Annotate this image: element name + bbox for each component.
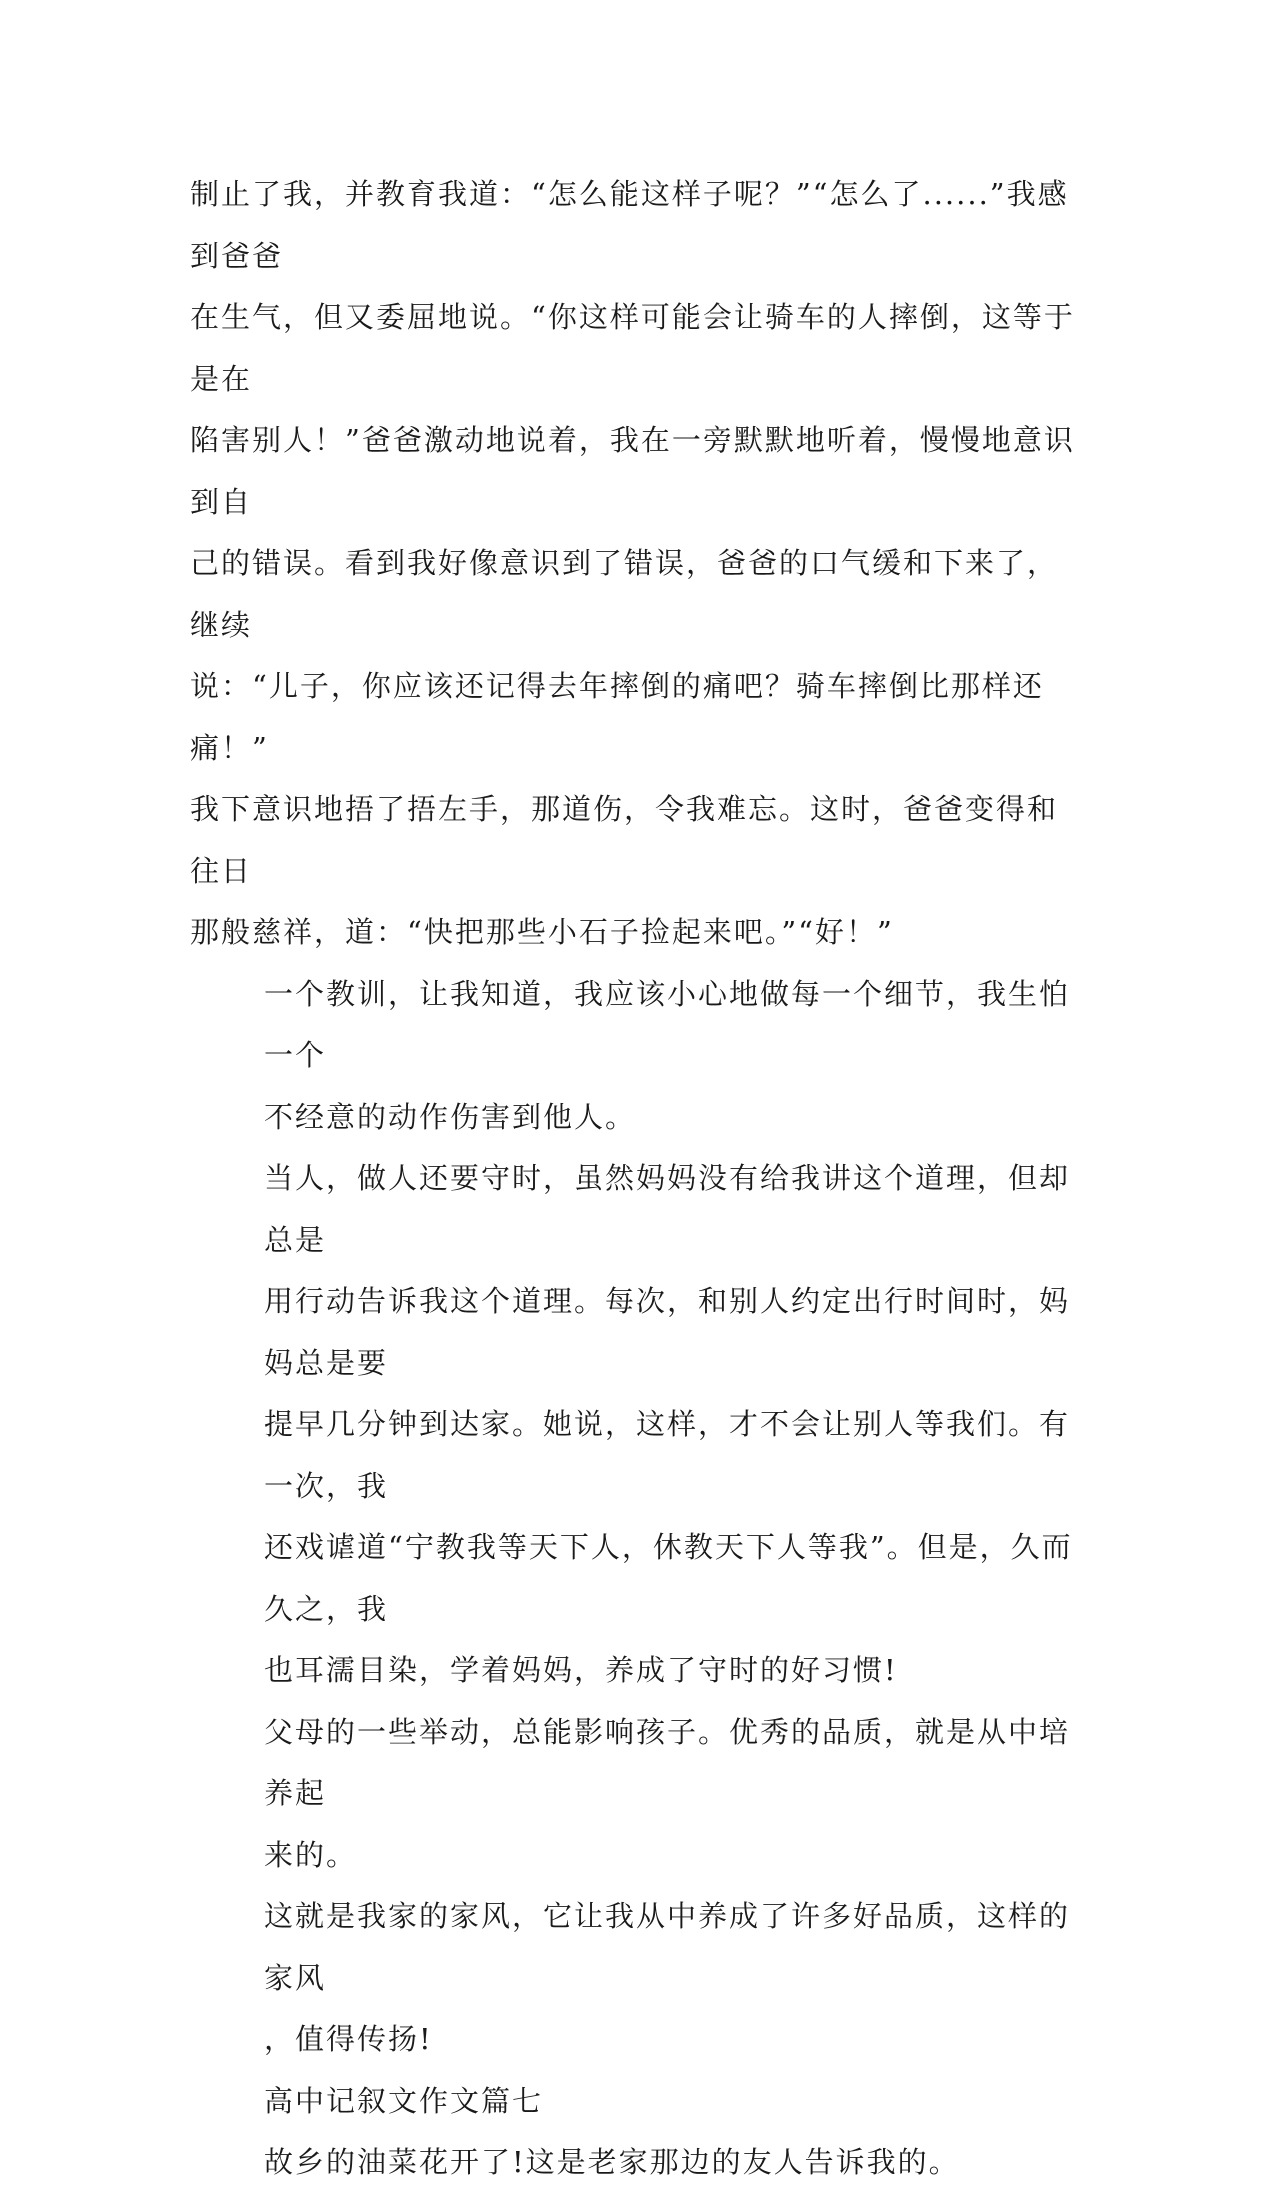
- paragraph-family-tradition: 这就是我家的家风，它让我从中养成了许多好品质，这样的家风 ，值得传扬!: [264, 1899, 1071, 2056]
- paragraph-lesson: 一个教训，让我知道，我应该小心地做每一个细节，我生怕一个 不经意的动作伤害到他人。: [264, 976, 1071, 1134]
- paragraph-hometown: 故乡的油菜花开了!这是老家那边的友人告诉我的。: [264, 2145, 960, 2179]
- paragraph-parents-influence: 父母的一些举动，总能影响孩子。优秀的品质，就是从中培养起 来的。: [264, 1714, 1071, 1872]
- body-text: [190, 164, 1080, 2194]
- paragraph-story-continuation: 制止了我，并教育我道：“怎么能这样子呢？”“怎么了......”我感到爸爸 在生气，但又委屈地说。“你这样可能会让骑车的人摔倒，这等于是在 陷害别人！”爸爸激动地说着，我在一旁默默地听着，慢慢地意识到自 己的错误。看到我好像意识到了错误，爸爸的口气缓和下来了，继续 说：“儿子，你应该还记得去年摔倒的痛吧？骑车摔倒比那样还痛！” 我下意识地捂了捂左手，那道伤，令我难忘。这时，爸爸变得和往日 那般慈祥，道：“快把那些小石子捡起来吧。”“好！”: [190, 177, 1075, 949]
- paragraph-punctuality: 当人，做人还要守时，虽然妈妈没有给我讲这个道理，但却总是 用行动告诉我这个道理。每次，和别人约定出行时间时，妈妈总是要 提早几分钟到达家。她说，这样，才不会让别人等我们。有一次，我 还戏谑道“宁教我等天下人，休教天下人等我”。但是，久而久之，我 也耳濡目染，学着妈妈，养成了守时的好习惯!: [264, 1161, 1073, 1687]
- section-heading: 高中记叙文作文篇七: [264, 2083, 544, 2118]
